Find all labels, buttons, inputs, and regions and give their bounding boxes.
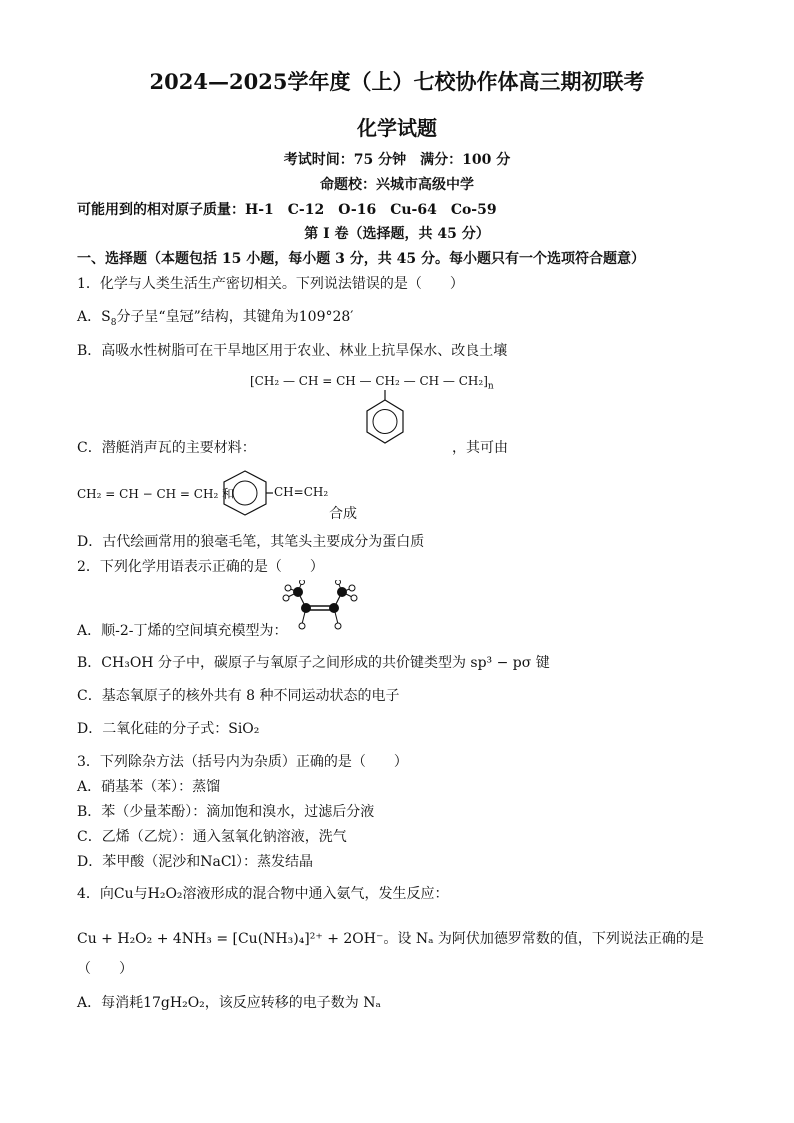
q1-a-text: 分子呈“皇冠”结构，其键角为109°28′ <box>116 309 354 325</box>
section-heading: 一、选择题（本题包括 15 小题，每小题 3 分，共 45 分。每小题只有一个选项符合题意） <box>77 251 645 267</box>
volume-heading: 第 I 卷（选择题，共 45 分） <box>304 226 490 242</box>
q3-option-c: C．乙烯（乙烷）：通入氢氧化钠溶液，洗气 <box>77 829 347 845</box>
q1-option-d: D．古代绘画常用的狼毫毛笔，其笔头主要成分为蛋白质 <box>77 534 425 550</box>
q2-option-a: A．顺-2-丁烯的空间填充模型为： <box>77 623 288 639</box>
q2-option-b: B．CH₃OH 分子中，碳原子与氧原子之间形成的共价键类型为 sp³ − pσ 键 <box>77 655 550 671</box>
q4-equation: Cu + H₂O₂ + 4NH₃ = [Cu(NH₃)₄]²⁺ + 2OH⁻。设 Nₐ 为阿伏加德罗常数的值，下列说法正确的是 <box>77 931 704 947</box>
q1-option-a <box>77 306 353 328</box>
q2-stem: 2．下列化学用语表示正确的是（ ） <box>77 559 324 575</box>
q2-option-d: D．二氧化硅的分子式：SiO₂ <box>77 721 260 737</box>
q4-blank: （ ） <box>77 961 133 977</box>
q2-option-c: C．基态氧原子的核外共有 8 种不同运动状态的电子 <box>77 688 400 704</box>
q1-option-c: C．潜艇消声瓦的主要材料： <box>77 440 256 456</box>
benzene-ring-icon <box>355 390 415 450</box>
q3-option-d: D．苯甲酸（泥沙和NaCl）：蒸发结晶 <box>77 854 314 870</box>
polymer-n: n <box>487 381 494 392</box>
atomic-masses: 可能用到的相对原子质量：H-1 C-12 O-16 Cu-64 Co-59 <box>77 202 497 218</box>
q4-stem: 4．向Cu与H₂O₂溶液形成的混合物中通入氨气，发生反应： <box>77 886 449 902</box>
q3-option-a: A．硝基苯（苯）：蒸馏 <box>77 779 221 795</box>
subject-title: 化学试题 <box>357 116 437 140</box>
school-info: 命题校：兴城市高级中学 <box>320 177 474 193</box>
q1-c-end: 合成 <box>329 506 357 522</box>
polymer-chain <box>250 374 494 391</box>
butadiene-formula: CH₂ = CH − CH = CH₂ 和 <box>77 487 235 501</box>
styrene-vinyl: CH=CH₂ <box>274 485 329 499</box>
q1-a-prefix: A．S <box>77 309 111 325</box>
page-title: 2024—2025学年度（上）七校协作体高三期初联考 <box>149 69 645 94</box>
cis-2-butene-model-icon <box>280 580 360 632</box>
q3-option-b: B．苯（少量苯酚）：滴加饱和溴水，过滤后分液 <box>77 804 375 820</box>
q1-option-b: B．高吸水性树脂可在干旱地区用于农业、林业上抗旱保水、改良土壤 <box>77 343 508 359</box>
q4-option-a: A．每消耗17gH₂O₂，该反应转移的电子数为 Nₐ <box>77 995 381 1011</box>
q3-stem: 3．下列除杂方法（括号内为杂质）正确的是（ ） <box>77 754 408 770</box>
exam-info: 考试时间：75 分钟 满分：100 分 <box>283 152 511 168</box>
polymer-chain-text: [CH₂ — CH = CH — CH₂ — CH — CH₂] <box>250 374 488 388</box>
q1-a-sub: 8 <box>110 317 117 328</box>
q1-stem: 1．化学与人类生活生产密切相关。下列说法错误的是（ ） <box>77 276 464 292</box>
styrene-ring-icon <box>217 468 273 516</box>
q1-option-c-suffix: ，其可由 <box>452 440 508 456</box>
